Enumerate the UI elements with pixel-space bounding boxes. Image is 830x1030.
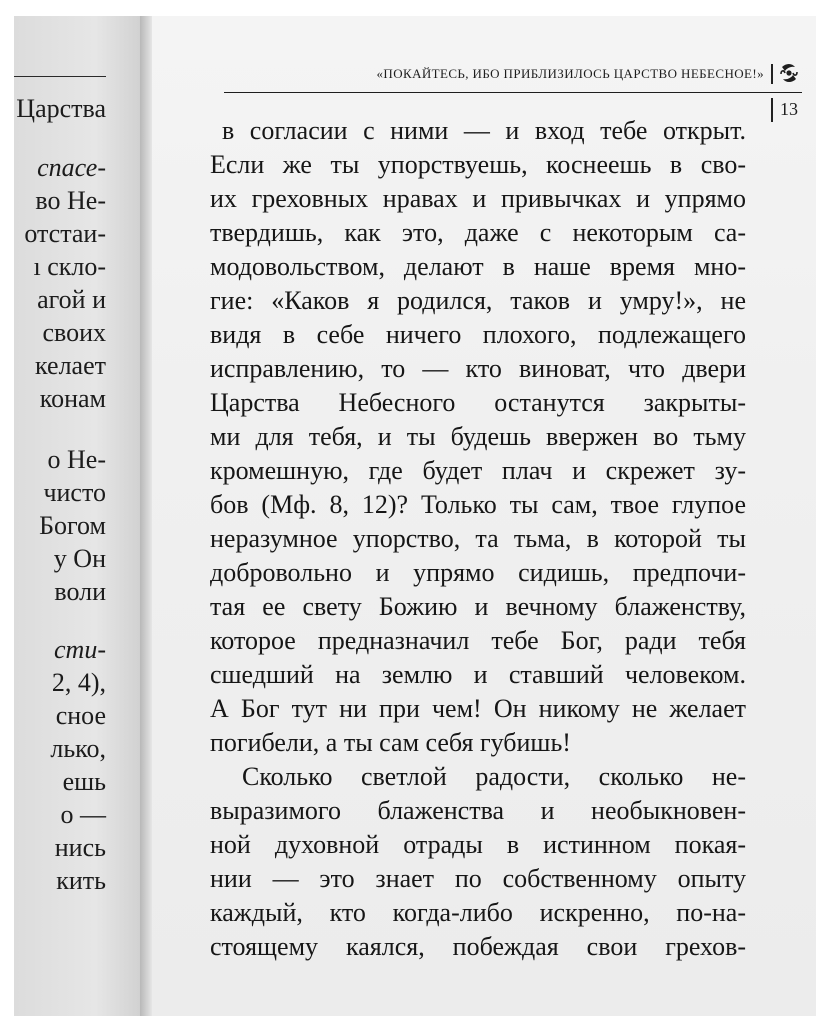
body-text-line: тая ее свету Божию и вечному блаженству,: [210, 592, 746, 621]
body-text-line: каждый, кто когда-либо искренно, по-на-: [210, 898, 746, 927]
header-divider-bar: [771, 64, 773, 84]
body-text-line: Если же ты упорствуешь, коснеешь в сво-: [210, 150, 746, 179]
body-text-line: твердишь, как это, даже с некоторым са-: [210, 218, 746, 247]
body-text-line: ми для тебя, и ты будешь ввержен во тьму: [210, 422, 746, 451]
left-page-line: кить: [56, 866, 106, 895]
left-page-line: отстаи-: [24, 219, 106, 248]
page-number-bar: [771, 98, 773, 122]
running-head: «ПОКАЙТЕСЬ, ИБО ПРИБЛИЗИЛОСЬ ЦАРСТВО НЕБЕСНОЕ!»: [376, 66, 764, 81]
body-text-line: выразимого блаженства и необыкновен-: [210, 796, 746, 825]
left-header-rule: [14, 76, 106, 77]
left-page-line: ı склo-: [33, 252, 106, 281]
body-text-line: стоящему каялся, побеждая свои грехов-: [210, 932, 746, 961]
floral-ornament-icon: [778, 62, 800, 84]
body-text-line: Царства Небесного останутся закрыты-: [210, 388, 746, 417]
body-text-line: которое предназначил тебе Бог, ради тебя: [210, 626, 746, 655]
body-text-line: сшедший на землю и ставший человеком.: [210, 660, 746, 689]
header-rule: [224, 92, 802, 93]
left-page-line: о Не-: [47, 445, 106, 474]
left-page-line: спасе-: [37, 153, 106, 182]
left-page: [14, 16, 150, 1016]
body-text-line: модовольством, делают в наше время мно-: [210, 252, 746, 281]
left-page-line: конам: [39, 384, 106, 413]
body-text-line: погибели, а ты сам себя губишь!: [210, 728, 571, 757]
page-number: 13: [780, 99, 798, 119]
body-text-line: нии — это знает по собственному опыту: [210, 864, 746, 893]
body-text-line: исправлению, то — кто виноват, что двери: [210, 354, 746, 383]
left-page-line: у Он: [53, 544, 106, 573]
body-text-line: Сколько светлой радости, сколько не-: [242, 762, 746, 791]
body-text-line: бов (Мф. 8, 12)? Только ты сам, твое глупое: [210, 490, 746, 519]
left-page-line: ешь: [62, 767, 106, 796]
left-page-line: лько,: [50, 734, 106, 763]
body-text-line: кромешную, где будет плач и скрежет зу-: [210, 456, 746, 485]
left-page-line: сное: [55, 701, 106, 730]
left-page-line: о —: [60, 800, 106, 829]
body-text-line: ной духовной отрады в истинном покая-: [210, 830, 746, 859]
left-page-line: агой и: [37, 285, 106, 314]
left-page-line: келает: [35, 351, 106, 380]
left-page-line: чисто: [43, 478, 106, 507]
body-text-line: в согласии с ними — и вход тебе открыт.: [222, 116, 746, 145]
body-text-line: неразумное упорство, та тьма, в которой ты: [210, 524, 746, 553]
left-page-line: 2, 4),: [51, 668, 106, 697]
left-page-line: Царства: [16, 94, 106, 123]
body-text-line: их греховных нравах и привычках и упрямо: [210, 184, 746, 213]
left-page-line: Богом: [39, 511, 106, 540]
body-text-line: гие: «Каков я родился, таков и умру!», не: [210, 286, 746, 315]
left-page-line: сти-: [54, 635, 106, 664]
body-text-line: добровольно и упрямо сидишь, предпочи-: [210, 558, 746, 587]
left-page-line: нись: [54, 833, 106, 862]
left-page-line: во Не-: [35, 186, 106, 215]
left-page-line: своих: [42, 318, 106, 347]
left-page-line: воли: [54, 577, 106, 606]
body-text-line: А Бог тут ни при чем! Он никому не желает: [210, 694, 746, 723]
body-text-line: видя в себе ничего плохого, подлежащего: [210, 320, 746, 349]
